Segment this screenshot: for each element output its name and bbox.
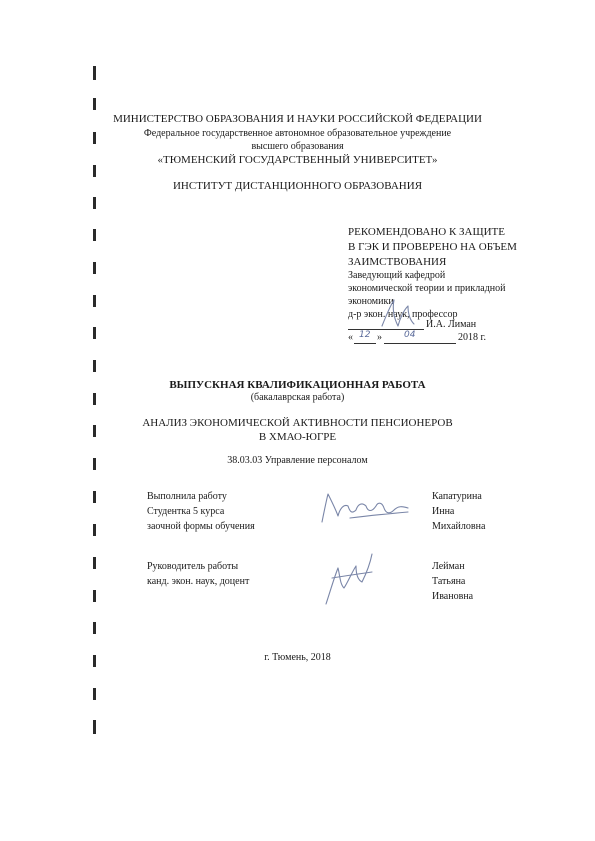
supervisor-patronymic: Ивановна (432, 591, 474, 602)
approval-date-mid: » (377, 332, 382, 343)
supervisor-signature (318, 548, 378, 610)
student-surname: Капатурина (432, 491, 482, 502)
work-type-title: ВЫПУСКНАЯ КВАЛИФИКАЦИОННАЯ РАБОТА (169, 379, 426, 391)
date-month-line (384, 343, 456, 344)
institute-name: ИНСТИТУТ ДИСТАНЦИОННОГО ОБРАЗОВАНИЯ (172, 180, 423, 192)
university-name: «ТЮМЕНСКИЙ ГОСУДАРСТВЕННЫЙ УНИВЕРСИТЕТ» (157, 154, 438, 166)
approval-line-3: ЗАИМСТВОВАНИЯ (348, 256, 447, 268)
student-label-3: заочной формы обучения (147, 521, 255, 532)
approval-line-5: экономической теории и прикладной (348, 283, 506, 294)
institution-type: Федеральное государственное автономное образовательное учреждение (143, 128, 452, 139)
city-year: г. Тюмень, 2018 (264, 652, 331, 663)
approval-date-open: « (348, 332, 353, 343)
student-patronymic: Михайловна (432, 521, 486, 532)
head-signature (378, 296, 418, 332)
supervisor-surname: Лейман (432, 561, 465, 572)
topic-line-1: АНАЛИЗ ЭКОНОМИЧЕСКОЙ АКТИВНОСТИ ПЕНСИОНЕРОВ (142, 417, 453, 429)
approval-line-6: экономики (348, 296, 394, 307)
specialty: 38.03.03 Управление персоналом (227, 455, 368, 466)
approval-line-4: Заведующий кафедрой (348, 270, 446, 281)
date-month: 04 (404, 330, 416, 340)
supervisor-name: Татьяна (432, 576, 466, 587)
student-label-2: Студентка 5 курса (147, 506, 225, 517)
date-day: 12 (359, 330, 371, 340)
work-subtype: (бакалаврская работа) (250, 392, 345, 403)
head-signer-name: И.А. Лиман (426, 319, 477, 330)
education-level: высшего образования (251, 141, 344, 152)
approval-line-2: В ГЭК И ПРОВЕРЕНО НА ОБЪЕМ (348, 241, 517, 253)
ministry-title: МИНИСТЕРСТВО ОБРАЗОВАНИЯ И НАУКИ РОССИЙСКОЙ ФЕДЕРАЦИИ (113, 113, 482, 125)
supervisor-label-1: Руководитель работы (147, 561, 239, 572)
student-name: Инна (432, 506, 455, 517)
supervisor-label-2: канд. экон. наук, доцент (147, 576, 250, 587)
date-day-line (354, 343, 376, 344)
approval-line-7: д-р экон. наук, профессор (348, 309, 458, 320)
student-signature (316, 488, 414, 528)
approval-date-year: 2018 г. (458, 332, 486, 343)
student-label-1: Выполнила работу (147, 491, 227, 502)
approval-line-1: РЕКОМЕНДОВАНО К ЗАЩИТЕ (348, 226, 505, 238)
topic-line-2: В ХМАО-ЮГРЕ (258, 431, 337, 443)
